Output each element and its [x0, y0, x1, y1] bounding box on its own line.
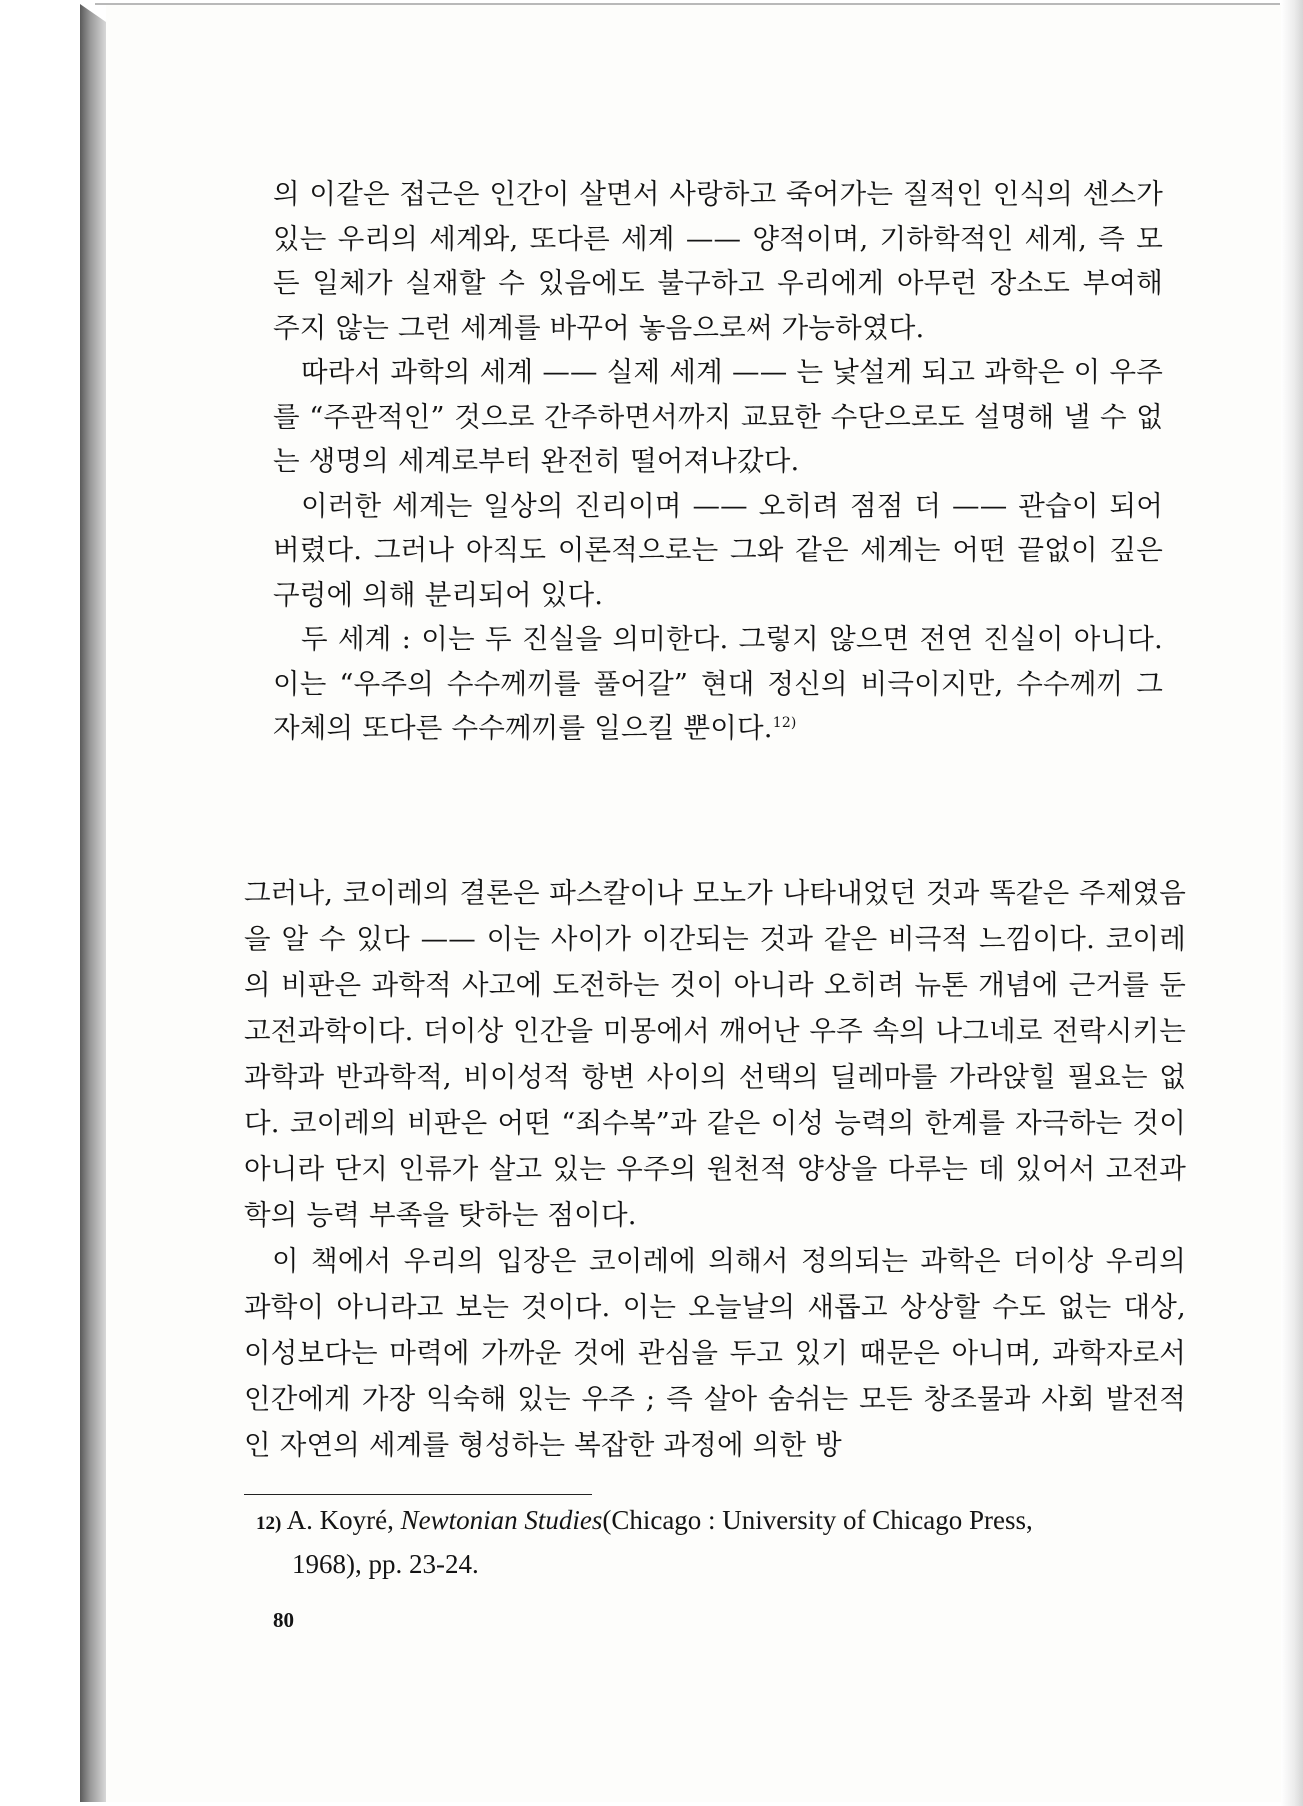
book-gutter-shadow — [80, 4, 106, 1802]
page-number: 80 — [273, 1608, 294, 1632]
quote-paragraph — [273, 617, 1163, 751]
body-paragraph: 이 책에서 우리의 입장은 코이레에 의해서 정의되는 과학은 더이상 우리의 과학이 아니라고 보는 것이다. 이는 오늘날의 새롭고 상상할 수도 없는 대상, 이성보다는 마력에 가까운 것에 관심을 두고 있기 때문은 아니며, 과학자로서 인간에게 가장 익숙해 있는 우주 ; 즉 살아 숨쉬는 모든 창조물과 사회 발전적인 자연의 세계를 형성하는 복잡한 과정에 의한 방 — [244, 1245, 1186, 1461]
footnote-line — [256, 1500, 1186, 1544]
body-paragraph: 그러나, 코이레의 결론은 파스칼이나 모노가 나타내었던 것과 똑같은 주제였음을 알 수 있다 —— 이는 사이가 이간되는 것과 같은 비극적 느낌이다. 코이레의 비판은 과학적 사고에 도전하는 것이 아니라 오히려 뉴톤 개념에 근거를 둔 고전과학이다. 더이상 인간을 미몽에서 깨어난 우주 속의 나그네로 전락시키는 과학과 반과학적, 비이성적 항변 사이의 선택의 딜레마를 가라앉힐 필요는 없다. 코이레의 비판은 어떤 “죄수복”과 같은 이성 능력의 한계를 자극하는 것이 아니라 단지 인류가 살고 있는 우주의 원천적 양상을 다루는 데 있어서 고전과학의 능력 부족을 탓하는 점이다. — [244, 877, 1186, 1231]
quote-paragraph: 따라서 과학의 세계 —— 실제 세계 —— 는 낯설게 되고 과학은 이 우주를 “주관적인” 것으로 간주하면서까지 교묘한 수단으로도 설명해 낼 수 없는 생명의 세계로부터 완전히 떨어져나갔다. — [273, 356, 1163, 477]
main-text — [244, 870, 1186, 1468]
block-quote — [273, 172, 1163, 751]
footnote-publisher: (Chicago : University of Chicago Press, — [602, 1505, 1033, 1535]
quote-paragraph: 이러한 세계는 일상의 진리이며 —— 오히려 점점 더 —— 관습이 되어 버렸다. 그러나 아직도 이론적으로는 그와 같은 세계는 어떤 끝없이 깊은 구렁에 의해 분리되어 있다. — [273, 489, 1163, 611]
footnote-continuation: 1968), pp. 23-24. — [292, 1549, 479, 1579]
footnote-divider — [244, 1494, 592, 1495]
quote-paragraph: 의 이같은 접근은 인간이 살면서 사랑하고 죽어가는 질적인 인식의 센스가 있는 우리의 세계와, 또다른 세계 —— 양적이며, 기하학적인 세계, 즉 모든 일체가 실재할 수 있음에도 불구하고 우리에게 아무런 장소도 부여해 주지 않는 그런 세계를 바꾸어 놓음으로써 가능하였다. — [273, 178, 1163, 344]
page-right-edge — [1281, 0, 1303, 1806]
footnote-number: 12) — [256, 1513, 282, 1534]
footnote-reference-mark: 12) — [772, 714, 797, 731]
footnote-author: A. Koyré, — [286, 1505, 394, 1535]
footnote-book-title: Newtonian Studies — [400, 1505, 603, 1535]
quote-paragraph-text: 두 세계 : 이는 두 진실을 의미한다. 그렇지 않으면 전연 진실이 아니다. 이는 “우주의 수수께끼를 풀어갈” 현대 정신의 비극이지만, 수수께끼 그 자체의 또다른 수수께끼를 일으킬 뿐이다. — [273, 623, 1163, 744]
footnote — [256, 1500, 1186, 1584]
